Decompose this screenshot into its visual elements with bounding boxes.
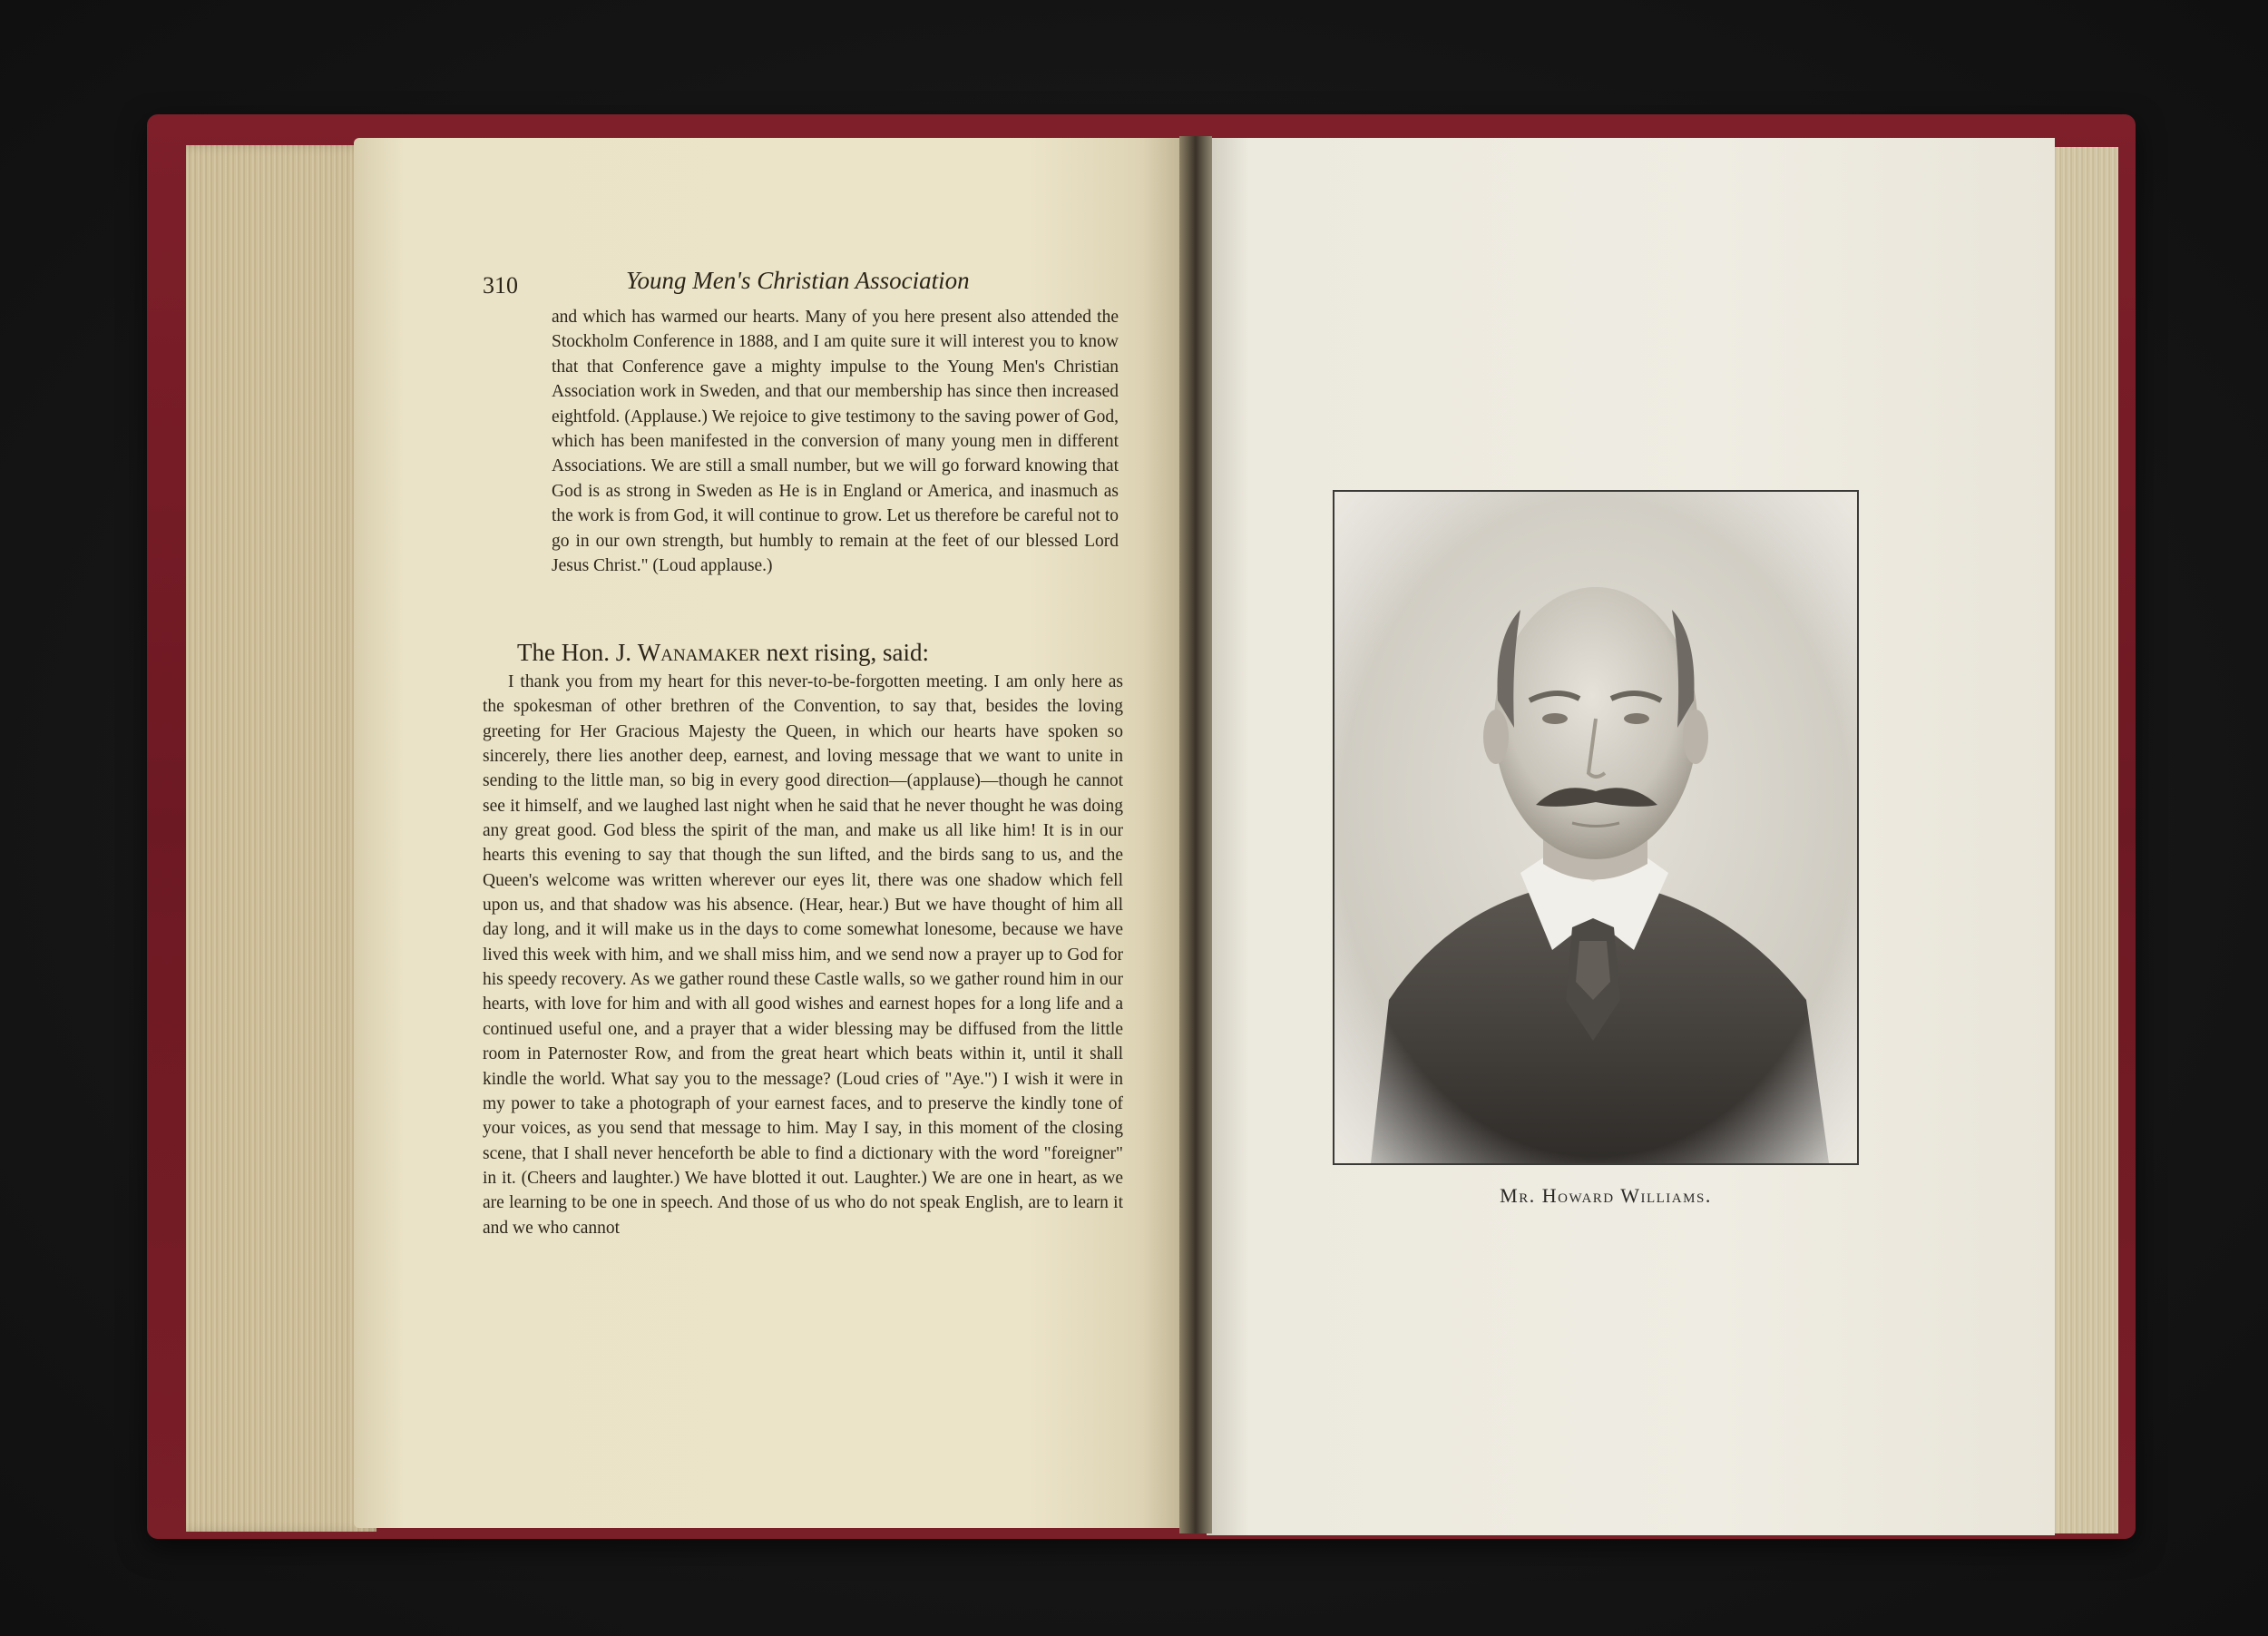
speaker-heading (517, 639, 929, 667)
quote-paragraph: and which has warmed our hearts. Many of you here present also attended the Stockholm Conference in 1888, and I am quite sure it will interest you to know that that Conference gave a mighty impulse to the Young Men's Christian Association work in Sweden, and that our membership has since then increased eightfold. (Applause.) We rejoice to give testimony to the saving power of God, which has been manifested in the conversion of many young men in different Associations. We are still a small number, but we will go forward knowing that God is as strong in Sweden as He is in England or America, and inasmuch as the work is from God, it will continue to grow. Let us therefore be careful not to go in our own strength, but humbly to remain at the feet of our blessed Lord Jesus Christ." (Loud applause.) (552, 308, 1119, 576)
speaker-suffix: next rising, said: (766, 639, 929, 666)
page-number: 310 (483, 272, 518, 299)
portrait-image (1334, 492, 1857, 1163)
running-head: Young Men's Christian Association (626, 267, 970, 294)
speaker-prefix: The Hon. J. (517, 639, 631, 666)
speaker-name: Wanamaker (637, 639, 760, 666)
book-gutter (1179, 136, 1212, 1533)
page-block-right (2046, 147, 2118, 1533)
page-block-left (186, 145, 376, 1532)
portrait-caption: Mr. Howard Williams. (1500, 1184, 1712, 1207)
portrait-photograph (1333, 490, 1859, 1165)
speech-paragraph: I thank you from my heart for this never-to-be-forgotten meeting. I am only here as the spokesman of other brethren of the Convention, to say that, besides the loving greeting for Her Gracious Majesty the Queen, in which our hearts have spoken so sincerely, there lies another deep, earnest, and loving message that we want to unite in sending to the little man, so big in every good direction—(applause)—though he cannot see it himself, and we laughed last night when he said that he never thought he was doing any great good. God bless the spirit of the man, and make us all like him! It is in our hearts this evening to say that though the sun lifted, and the birds sang to us, and the Queen's welcome was written wherever our eyes lit, there was one shadow which fell upon us, and that shadow was his absence. (Hear, hear.) But we have thought of him all day long, and it will make us in the days to come somewhat lonesome, because we have lived this week with him, and we shall miss him, and we send now a prayer up to God for his speedy recovery. As we gather round these Castle walls, so we gather round him in our hearts, with love for him and with all good wishes and earnest hopes for a long life and a continued useful one, and a prayer that a wider blessing may be diffused from the little room in Paternoster Row, and from the great heart which beats within it, until it shall kindle the world. What say you to the message? (Loud cries of "Aye.") I wish it were in my power to take a photograph of your earnest faces, and to preserve the kindly tone of your voices, as you send that message to him. May I say, in this moment of the closing scene, that I shall never henceforth be able to find a dictionary with the word "foreigner" in it. (Cheers and laughter.) We have blotted it out. Laughter.) We are one in heart, as we are learning to be one in speech. And those of us who do not speak English, are to learn it and we who cannot (483, 672, 1123, 1238)
